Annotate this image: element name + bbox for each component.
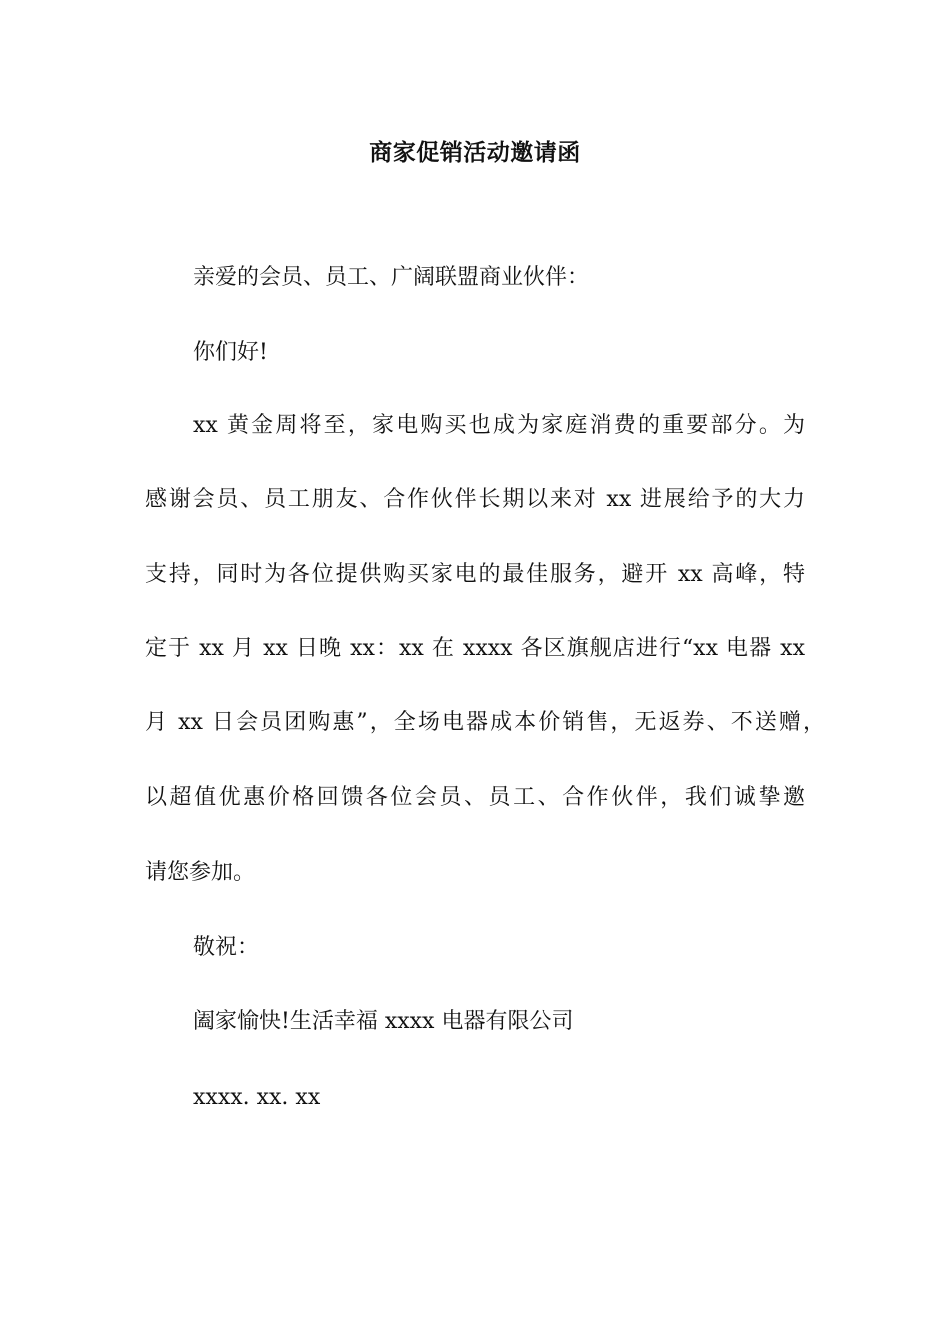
closing: 敬祝： bbox=[193, 935, 260, 960]
greeting: 你们好! bbox=[193, 340, 268, 365]
body-line-5: 月 xx 日会员团购惠”，全场电器成本价销售，无返券、不送赠， bbox=[145, 710, 825, 735]
document-title: 商家促销活动邀请函 bbox=[369, 139, 581, 166]
body-line-6: 以超值优惠价格回馈各位会员、员工、合作伙伴，我们诚挚邀 bbox=[145, 785, 805, 810]
wishes-and-company: 阖家愉快!生活幸福 xxxx 电器有限公司 bbox=[193, 1009, 574, 1034]
body-line-4: 定于 xx 月 xx 日晚 xx：xx 在 xxxx 各区旗舰店进行“xx 电器 xx bbox=[145, 636, 805, 661]
body-line-1: xx 黄金周将至，家电购买也成为家庭消费的重要部分。为 bbox=[193, 413, 805, 438]
document-date: xxxx. xx. xx bbox=[193, 1085, 321, 1110]
body-line-2: 感谢会员、员工朋友、合作伙伴长期以来对 xx 进展给予的大力 bbox=[145, 487, 805, 512]
body-line-7: 请您参加。 bbox=[145, 860, 256, 885]
salutation: 亲爱的会员、员工、广阔联盟商业伙伴： bbox=[193, 265, 590, 290]
body-line-3: 支持，同时为各位提供购买家电的最佳服务，避开 xx 高峰，特 bbox=[145, 562, 805, 587]
